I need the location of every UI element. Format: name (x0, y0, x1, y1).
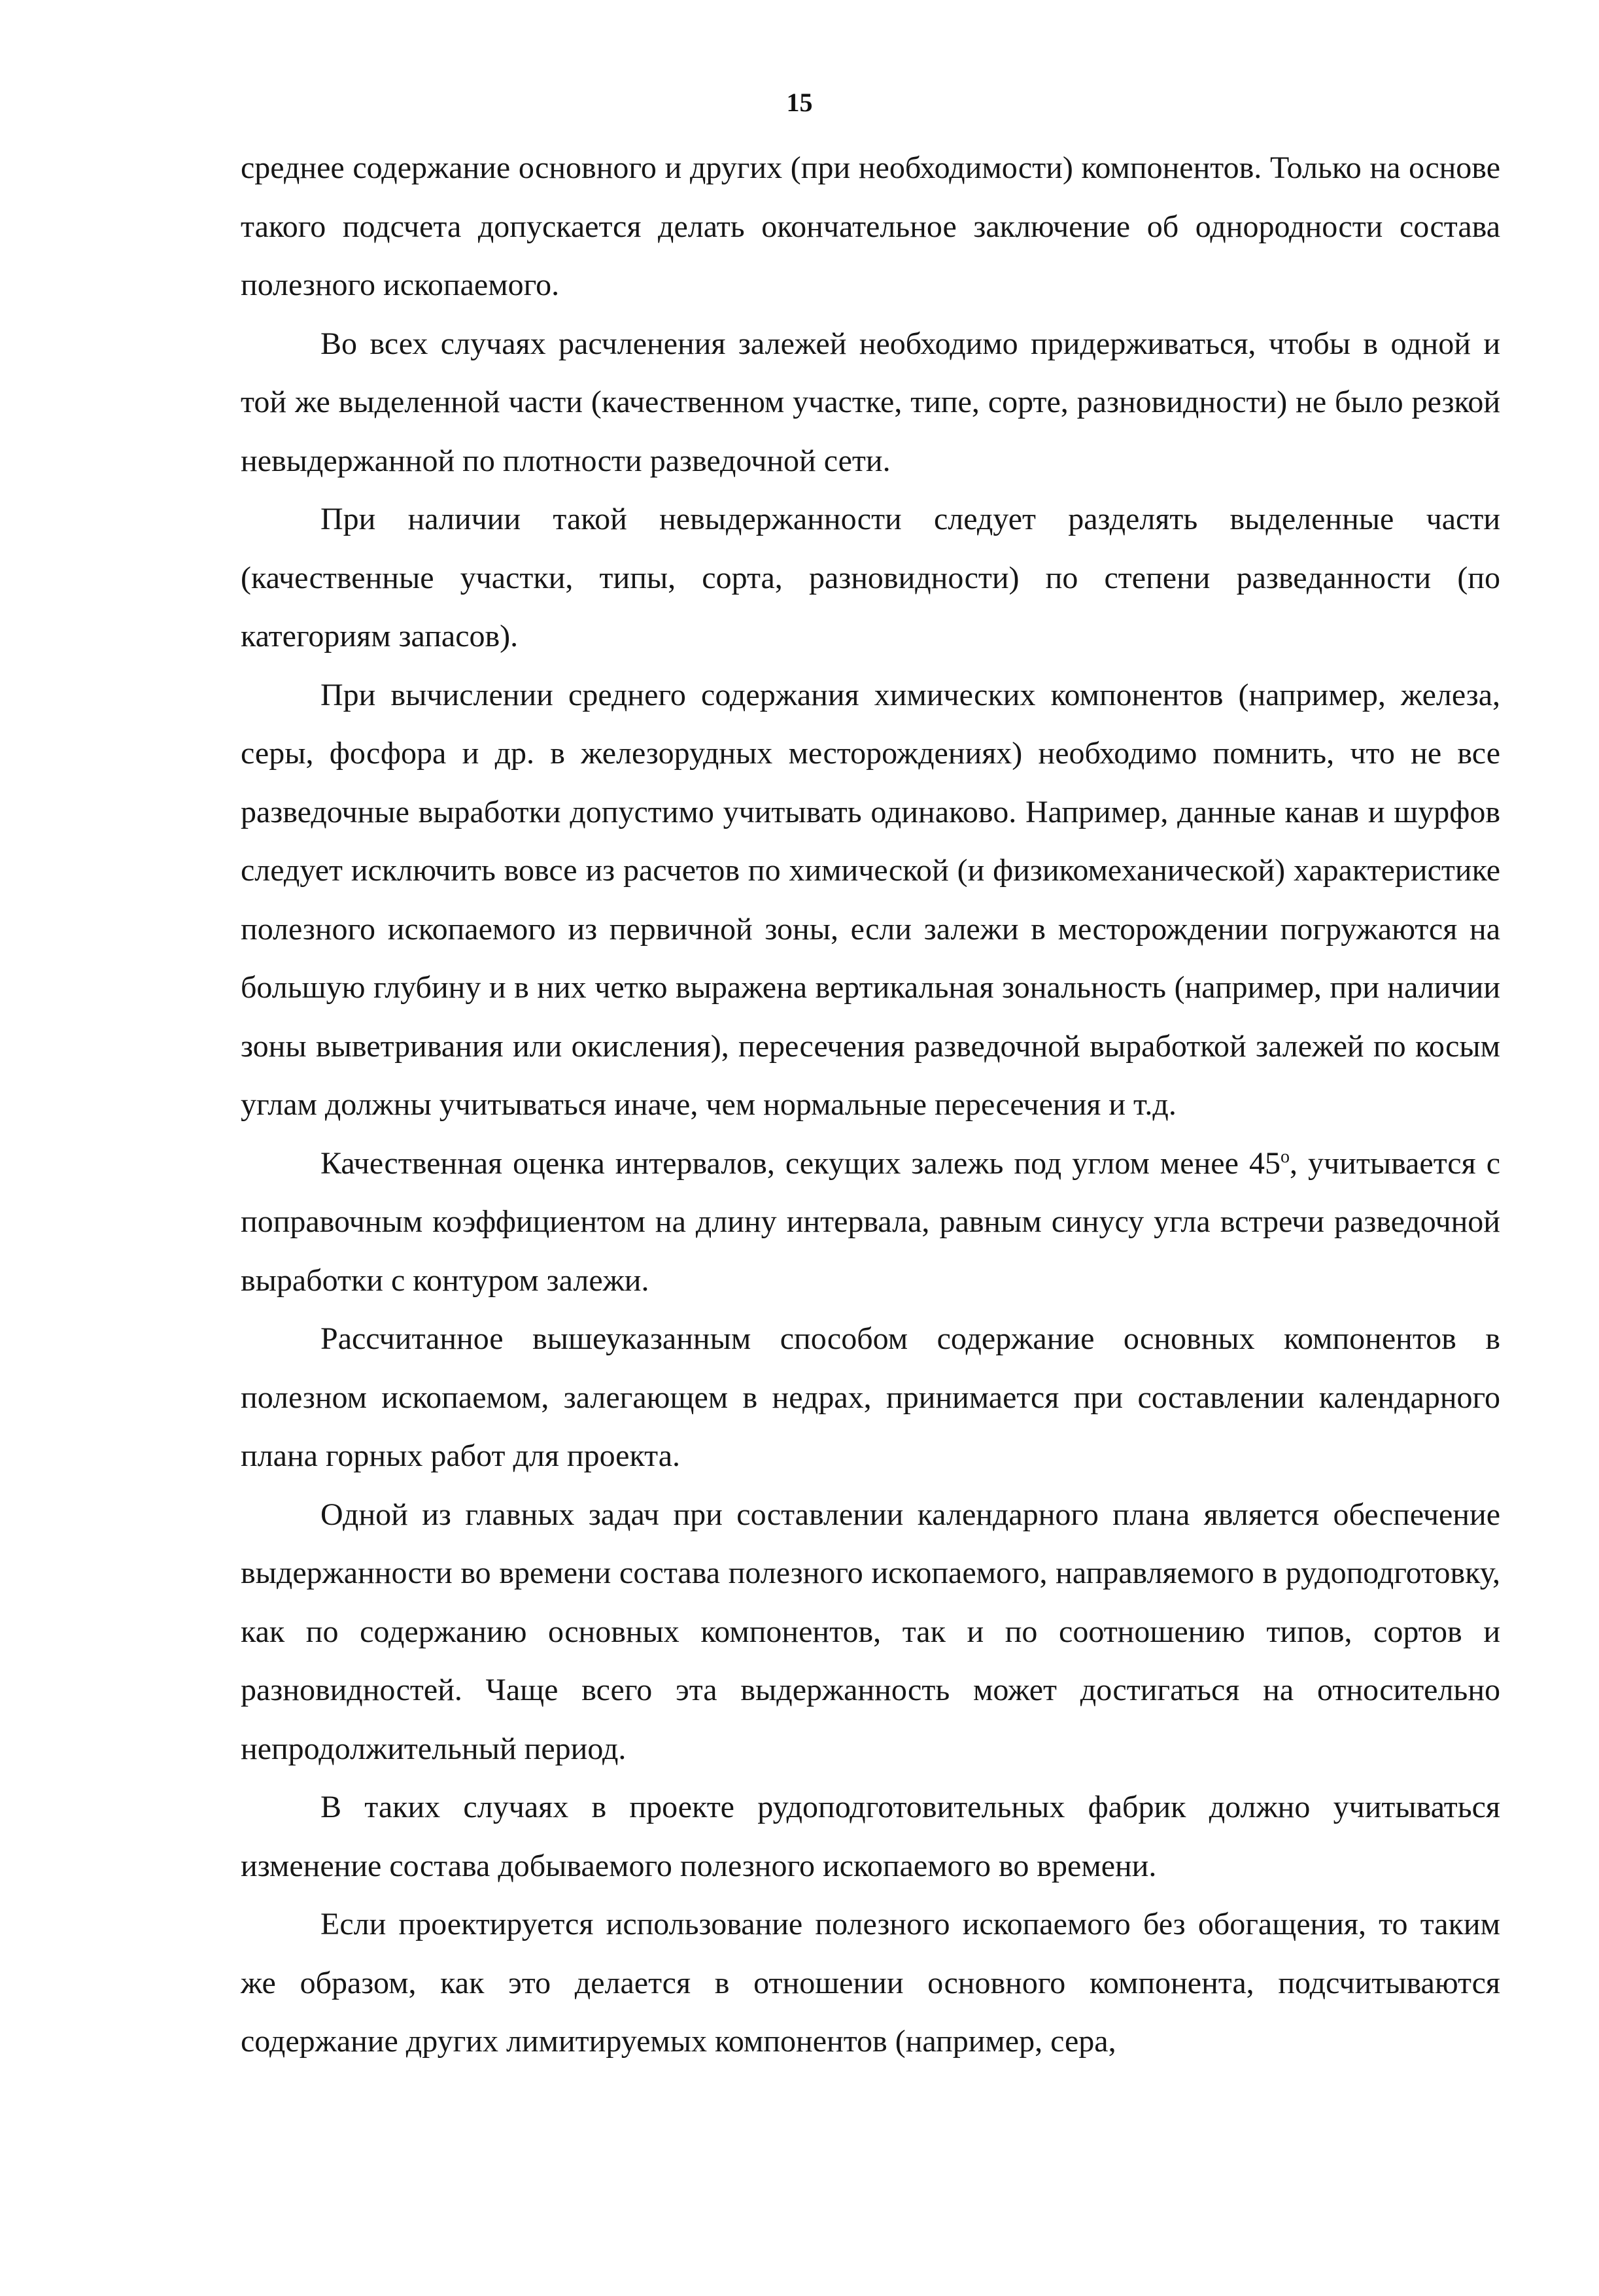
paragraph-5-text-before-degree: Качественная оценка интервалов, секущих залежь под углом менее 45 (320, 1145, 1281, 1181)
paragraph-1: среднее содержание основного и других (при необходимости) компонентов. Только на основе такого подсчета допускается делать окончательное заключение об однородности состава полезного ископаемого. (241, 150, 1500, 302)
page-number: 15 (786, 88, 813, 117)
paragraph-3: При наличии такой невыдержанности следует разделять выделенные части (качественные участки, типы, сорта, разновидности) по степени разведанности (по категориям запасов). (241, 502, 1500, 653)
paragraph-5 (241, 1134, 1500, 1310)
paragraph-2: Во всех случаях расчленения залежей необходимо придерживаться, чтобы в одной и той же выделенной части (качественном участке, типе, сорте, разновидности) не было резкой невыдержанной по плотности разведочной сети. (241, 326, 1500, 478)
paragraph-8: В таких случаях в проекте рудоподготовительных фабрик должно учитываться изменение состава добываемого полезного ископаемого во времени. (241, 1790, 1500, 1883)
paragraph-5-text-after-degree: , учитывается с поправочным коэффициентом на длину интервала, равным синусу угла встречи разведочной выработки с контуром залежи. (241, 1145, 1501, 1298)
document-body (241, 139, 1500, 2071)
paragraph-7: Одной из главных задач при составлении календарного плана является обеспечение выдержанности во времени состава полезного ископаемого, направляемого в рудоподготовку, как по содержанию основных компонентов, так и по соотношению типов, сортов и разновидностей. Чаще всего эта выдержанность может достигаться на относительно непродолжительный период. (241, 1497, 1500, 1766)
paragraph-9: Если проектируется использование полезного ископаемого без обогащения, то таким же образом, как это делается в отношении основного компонента, подсчитываются содержание других лимитируемых компонентов (например, сера, (241, 1907, 1500, 2059)
paragraph-6: Рассчитанное вышеуказанным способом содержание основных компонентов в полезном ископаемом, залегающем в недрах, принимается при составлении календарного плана горных работ для проекта. (241, 1321, 1500, 1473)
paragraph-4: При вычислении среднего содержания химических компонентов (например, железа, серы, фосфора и др. в железорудных месторождениях) необходимо помнить, что не все разведочные выработки допустимо учитывать одинаково. Например, данные канав и шурфов следует исключить вовсе из расчетов по химической (и физикомеханической) характеристике полезного ископаемого из первичной зоны, если залежи в месторождении погружаются на большую глубину и в них четко выражена вертикальная зональность (например, при наличии зоны выветривания или окисления), пересечения разведочной выработкой залежей по косым углам должны учитываться иначе, чем нормальные пересечения и т.д. (241, 677, 1500, 1122)
degree-superscript: о (1280, 1146, 1290, 1167)
